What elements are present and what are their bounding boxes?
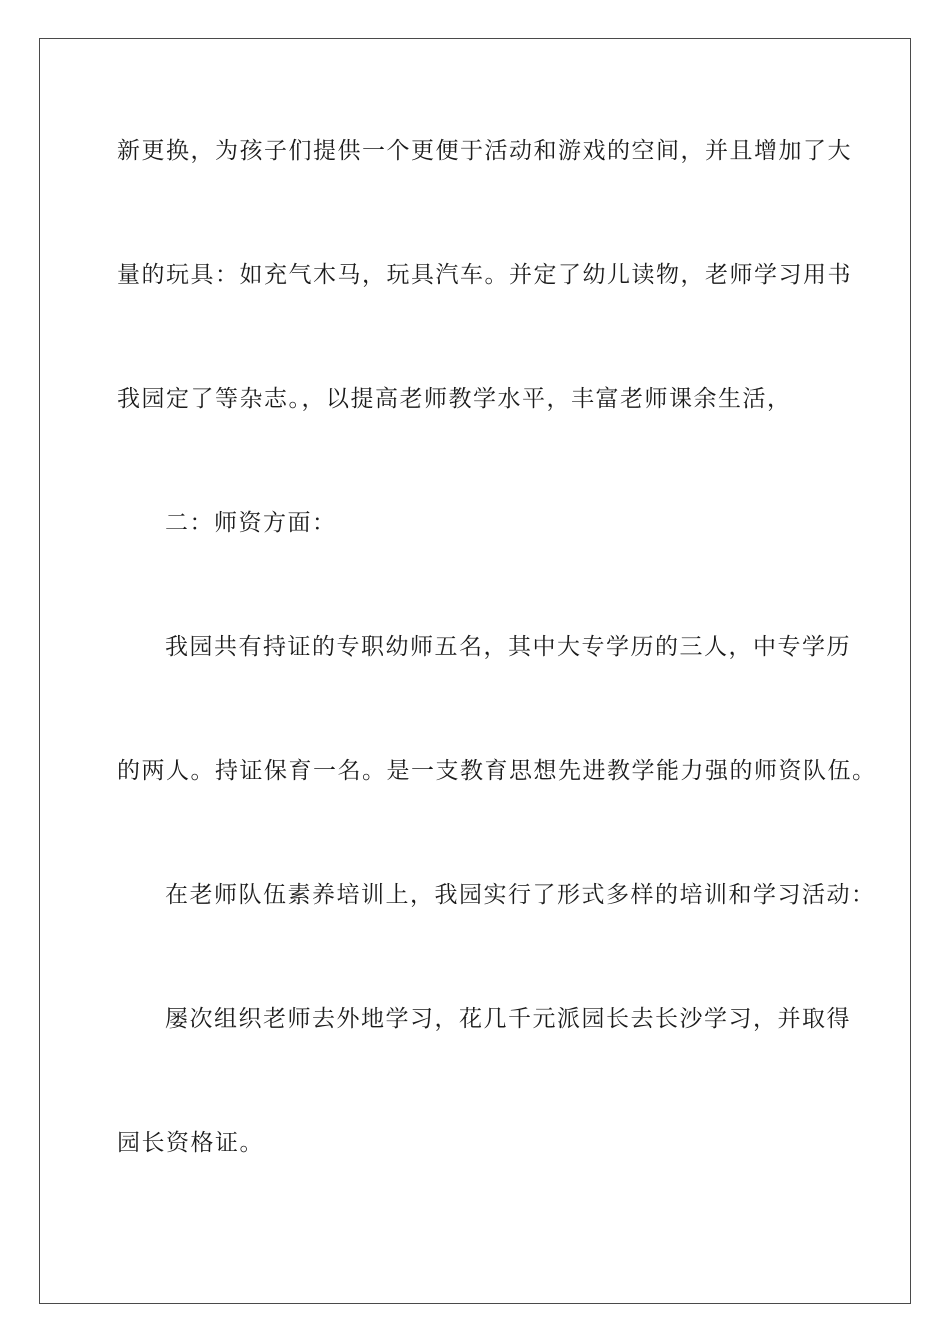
paragraph-line-6: 在老师队伍素养培训上，我园实行了形式多样的培训和学习活动： [165,882,876,908]
paragraph-line-4: 我园共有持证的专职幼师五名，其中大专学历的三人，中专学历 [165,634,851,660]
paragraph-line-3: 我园定了等杂志。，以提高老师教学水平，丰富老师课余生活， [117,386,792,412]
paragraph-line-7: 屡次组织老师去外地学习，花几千元派园长去长沙学习，并取得 [165,1006,851,1032]
paragraph-line-8: 园长资格证。 [117,1130,264,1156]
section-heading: 二：师资方面： [165,510,337,536]
paragraph-line-2: 量的玩具：如充气木马，玩具汽车。并定了幼儿读物，老师学习用书 [117,262,852,288]
paragraph-line-1: 新更换，为孩子们提供一个更便于活动和游戏的空间，并且增加了大 [117,138,852,164]
page-border [39,38,911,1304]
paragraph-line-5: 的两人。持证保育一名。是一支教育思想先进教学能力强的师资队伍。 [117,758,877,784]
